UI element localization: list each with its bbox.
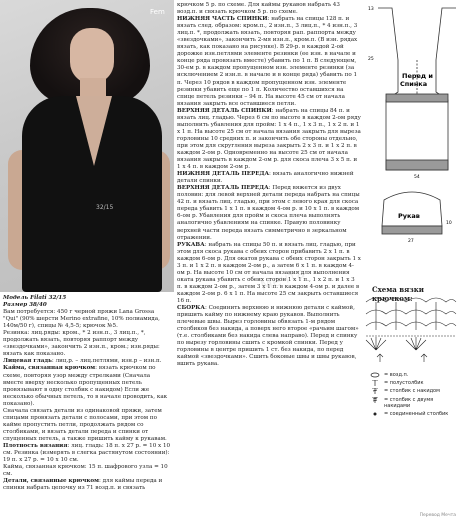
legend-half-dc <box>368 380 458 386</box>
dim-side: 25 <box>368 57 374 62</box>
detail-text: : для каймы переда и спинки набрать цепочку из 71 возд.п. и связать <box>3 478 163 492</box>
crochet-legend <box>368 372 458 419</box>
crochet-text: : вязать крючком по схеме, повторяя узор между стрелками (Сначала вместе вверху несколько пропущенных петель провязывают в одну столбик с накидом) Если же несколько обычных петель, то в начале проводить, как показано). <box>3 365 168 407</box>
footer-credit: Перевод Мечта <box>419 513 456 518</box>
model-title: Модель Filati 32/15 <box>3 295 67 301</box>
upper-back-para <box>177 108 361 171</box>
rib-band-top <box>386 94 448 102</box>
detail-para <box>3 478 171 492</box>
pattern-diagrams <box>362 0 460 521</box>
legend-slip-label: = соединенный столбик <box>384 411 449 418</box>
upper-back-heading: ВЕРХНЯЯ ДЕТАЛЬ СПИНКИ <box>177 107 272 114</box>
assembly-text: : Соединить верхнюю и нижнюю детали с каймой, пришить кайму по нижнему краю рукавов. Выполнить плечевые швы. Вырез горловины обвязать 1-м рядом столбиков без накида, а поверх него второе «рачьим шагом» (т.е. столбиками без накида слева направо). Перед и спинку по вырезу горловины сшить с кромкой спинки. Перед у горловины в центре пришить 1 ст. без накида, по перед каймой «звездочками». Сшить боковые швы и швы рукавов, вшить рукава. <box>177 305 359 368</box>
crochet-chart <box>366 298 456 362</box>
gauge-para-2: Кайма, связанная крючком: 15 п. шафрового узла = 10 см. <box>3 464 168 478</box>
lower-back-heading: НИЖНЯЯ ЧАСТЬ СПИНКИ <box>177 16 268 23</box>
chart-arrow-right <box>421 354 427 362</box>
legend-slip <box>368 411 458 417</box>
left-instructions <box>3 295 171 492</box>
front-back-schematic <box>378 8 456 170</box>
chart-row-2 <box>366 310 456 314</box>
chart-row-3 <box>366 322 456 326</box>
crochet-title: Кайма, связанная крючком <box>3 365 96 372</box>
dim-top: 13 <box>368 7 374 12</box>
gauge-para <box>3 443 171 464</box>
sleeve-outline <box>382 192 442 226</box>
assembly-para <box>177 305 361 368</box>
lower-front-para <box>177 171 361 185</box>
slip-stitch-symbol-icon <box>368 411 382 417</box>
front-back-label-1: Перед и <box>402 72 433 80</box>
assembly-heading: СБОРКА <box>177 305 205 312</box>
treble-symbol-icon <box>368 397 382 403</box>
sleeves-text: : набрать на спицы 50 п. и вязать лиц. гладью, при этом для скоса рукава с обеих сторон прибавить 2 х 1 п. в каждом 6-ом р. Для окатов рукава с обеих сторон закрыть 1 х 3 п. и 1 х 2 п. в каждом 2-ом р., а затем 6 х 1 п. в каждом 4-ом р. На высоте 10 см от начала вязания для выполнения оката рукава убавить с обеих сторон 1 х 1 п., 1 х 2 п. и 1 х 3 п. в каждом 2-ом р., затем 3 х 1 п. в каждом 4-ом р. и далее в каждом 2-ом р. 6 х 1 п. На высоте 25 см закрыть оставшиеся 16 п. <box>177 241 361 304</box>
sleeve-label: Рукав <box>398 212 420 220</box>
lower-back-para <box>177 16 361 108</box>
legend-chain <box>368 372 458 378</box>
chart-fan-a <box>366 337 386 350</box>
stockinette-title: Лицевая гладь <box>3 358 52 365</box>
legend-dc-label: = столбик с накидом <box>384 388 440 395</box>
middle-instructions <box>177 2 361 368</box>
upper-front-para <box>177 185 361 241</box>
lower-front-text: : вязать аналогично нижней детали спинки. <box>177 171 354 185</box>
lower-front-heading: НИЖНЯЯ ДЕТАЛЬ ПЕРЕДА <box>177 171 270 178</box>
dim-sleeve-height: 10 <box>446 221 452 226</box>
gauge-title: Плотность вязания <box>3 442 68 449</box>
crochet-para-2: Сначала связать детали из одинаковой пряжи, затем спицами провязать детали с полосами, при этом по кайме пропустить петли, продолжать рядом со столбиками, и вязать детали переда и спинки от спущенных петель, а также пришить кайму к рукавам. <box>3 407 167 442</box>
dim-sleeve-width: 27 <box>408 239 414 244</box>
crochet-para <box>3 365 171 407</box>
legend-chain-label: = возд.п. <box>384 372 409 378</box>
upper-front-heading: ВЕРХНЯЯ ДЕТАЛЬ ПЕРЕДА <box>177 185 269 192</box>
stockinette-text: : лиц.р. – лиц.петлями, изн.р – изн.п. <box>51 358 162 365</box>
gauge-text: : лиц. гладь: 18 п. х 27 р. = 10 х 10 см. Резинка (измерять в слегка растянутом состоянии): 19 п. х 27 р. = 10 х 10 см. <box>3 442 171 464</box>
half-stitch-symbol-icon <box>368 380 382 386</box>
legend-half-dc-label: = полустолбик <box>384 380 424 387</box>
size-line: Размер 38/40 <box>3 302 47 309</box>
chain-symbol-icon <box>368 372 382 378</box>
rib-pattern: Резинка: лиц.ряды: кром., * 2 изн.п., 3 лиц.п., *, продолжать вязать, повторяя раппорт между «звездочками», закончить 2 изн.п., кром.; изн.ряды: вязать как показано. <box>3 330 160 358</box>
sleeves-para <box>177 242 361 305</box>
chart-fan-b <box>406 337 426 350</box>
chart-arrow-left <box>377 354 383 362</box>
materials: Вам потребуется: 450 г черной пряжи Lana Grossa "Qui" (90% шерсти Merino extrafine, 10% полиамида, 140м/50 г), спицы № 4,5-5; крючок №5. <box>3 309 160 330</box>
lower-back-text: : набрать на спицы 128 п. и вязать след. образом: кром.п., 2 изн.п., 3 лиц.п., * 4 изн.п., 3 лиц.п. *, продолжать вязать, повторяя рап. раппорта между «звездочками», закончить 2-мя изн.п., кром.п. (В изн. рядах вязать, как показано на рисунке). В 29-р. в каждой 2-ой дорожке изн.петлями элементе резинки (ее изн. в начале и конце ряда провязать вместе) убавить по 1 п. В следующем, 30-ем р. в каждом пропущенном изн. элементе резинки (за исключением 2 изн.п. в начале и в конце ряда) убавить по 1 п. Через 10 рядов в каждом пропущенном изн. элементе резинки убавить еще по 1 п. Количество оставшихся на спице петель резинки – 94 п. На высоте 45 см от начала вязания закрыть все оставшиеся петли. <box>177 16 358 107</box>
model-photo <box>0 0 174 292</box>
rib-band-bottom <box>386 160 448 170</box>
sleeve-cuff-band <box>382 226 442 234</box>
photo-page-number: 32/15 <box>96 204 114 211</box>
trim-para: крючком 5 р. по схеме. Для каймы рукавов набрать 43 возд.п. и связать крючком 5 р. по схеме. <box>177 2 340 16</box>
dim-bottom: 54 <box>414 175 420 180</box>
detail-title: Детали, связанные крючком <box>3 478 99 485</box>
front-back-label-2: Спинка <box>400 80 428 88</box>
double-crochet-symbol-icon <box>368 388 382 394</box>
crochet-schema-title: Схема вязки крючком: <box>372 285 425 303</box>
legend-tr <box>368 397 458 409</box>
model-face <box>70 28 114 84</box>
upper-back-text: : набрать на спицы 84 п. и вязать лиц. гладью. Через 6 см по высоте в каждом 2-ом ряду выполнить убавления для пройм: 1 х 4 п., 1 х 3 п., 1 х 2 п. и 1 х 1 п. На высоте 25 см от начала вязания закрыть для выреза горловины 10 средних п. и закончить обе стороны отдельно, при этом для скругления выреза закрыть 2 х 3 п. и 1 х 2 п. в каждом 2-ом р. Одновременно на высоте 25 см от начала вязания закрыть в каждом 2-ом р. для скоса плеча 3 х 5 п. и 1 х 4 п. в каждом 2-ом р. <box>177 107 361 171</box>
watermark: Мечта <box>258 265 308 295</box>
sleeves-heading: РУКАВА <box>177 241 205 248</box>
upper-front-text: : Перед вяжется из двух половин: для левой верхней детали переда набрать на спицы 42 п. и вязать лиц. гладью, при этом с левого края для скоса переда убавить 1 х 1 п. в каждом 4-ом р. и 10 х 1 п. в каждом 6-ом р. Убавления для пройм и скоса плеча выполнять аналогично убавлениям на спинке. Правую половинку верхней части переда вязать симметрично в зеркальном отражении. <box>177 185 360 241</box>
legend-tr-label: = столбик с двумя накидами <box>384 396 434 409</box>
legend-dc <box>368 388 458 394</box>
dress-v-neckline <box>76 96 112 166</box>
magazine-label: Fem <box>150 8 165 16</box>
